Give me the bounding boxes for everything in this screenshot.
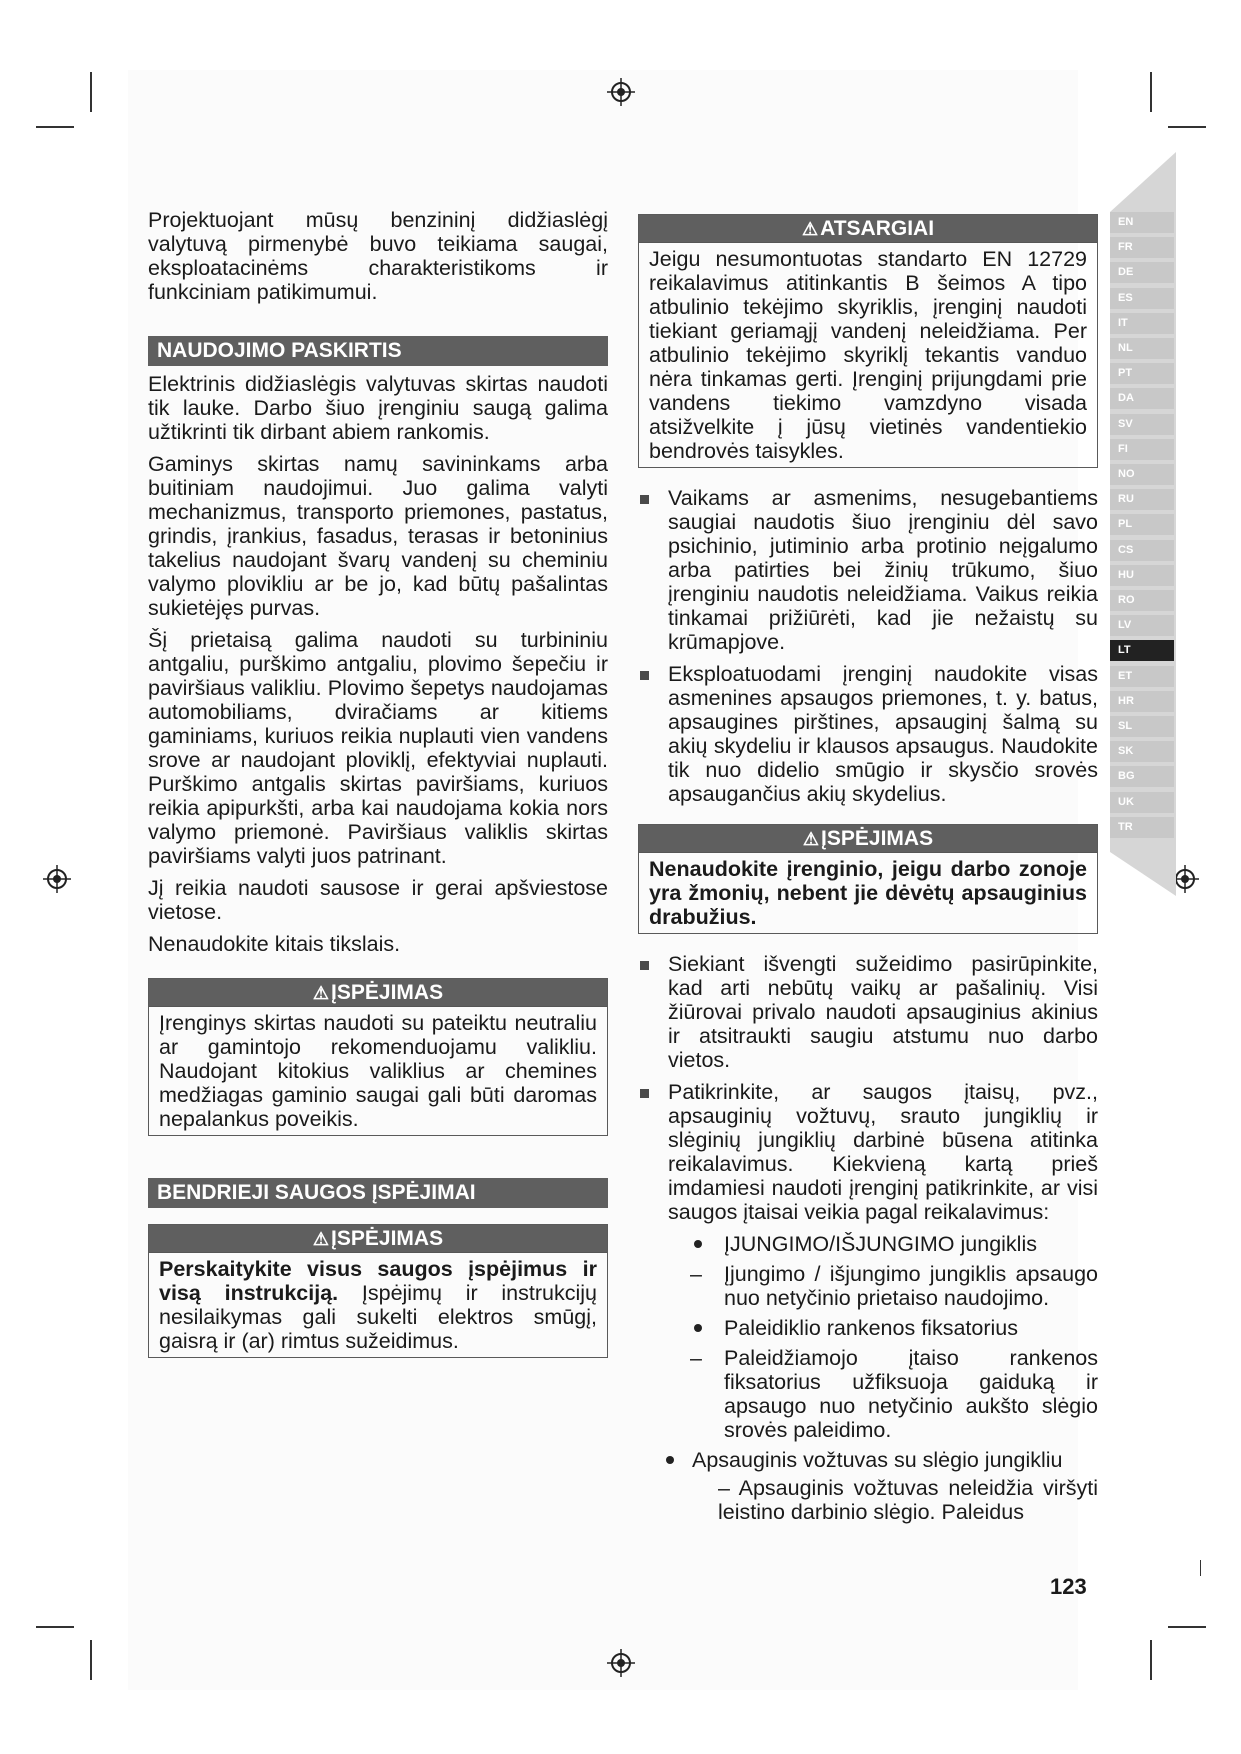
language-tab-lt[interactable]: LT [1110, 640, 1174, 661]
warning-triangle-icon: ⚠ [802, 829, 820, 849]
registration-mark-icon [606, 1648, 636, 1678]
crop-mark [1150, 72, 1152, 112]
warning-triangle-icon: ⚠ [312, 983, 330, 1003]
language-tab-sl[interactable]: SL [1110, 716, 1174, 737]
language-tab-fr[interactable]: FR [1110, 237, 1174, 258]
section-heading-naudojimo: NAUDOJIMO PASKIRTIS [148, 336, 608, 366]
sub-list-item: ĮJUNGIMO/IŠJUNGIMO jungiklis [638, 1232, 1098, 1256]
language-tab-de[interactable]: DE [1110, 262, 1174, 283]
list-item: Eksploatuodami įrenginį naudokite visas asmenines apsaugos priemones, t. y. batus, apsaugines pirštines, apsauginį šalmą su akių skydeliu ir klausos apsaugus. Naudokite tik nuo didelio smūgio ir skysčio srovės apsaugančius akių skydelius. [638, 662, 1098, 806]
square-bullet-icon [640, 961, 649, 970]
language-tab-en[interactable]: EN [1110, 212, 1174, 233]
left-column [148, 208, 608, 1364]
list-item: Apsauginis vožtuvas su slėgio jungikliu [638, 1448, 1098, 1472]
language-tab-tr[interactable]: TR [1110, 817, 1174, 838]
language-tab-et[interactable]: ET [1110, 666, 1174, 687]
language-tab-no[interactable]: NO [1110, 464, 1174, 485]
language-tab-nl[interactable]: NL [1110, 338, 1174, 359]
sub-list-item: Paleidiklio rankenos fiksatorius [638, 1316, 1098, 1340]
crop-mark [1150, 1640, 1152, 1680]
square-bullet-icon [640, 495, 649, 504]
warning-triangle-icon: ⚠ [801, 219, 819, 239]
paragraph: Jį reikia naudoti sausose ir gerai apšviestose vietose. [148, 876, 608, 924]
right-column [638, 214, 1098, 1530]
language-tab-it[interactable]: IT [1110, 313, 1174, 334]
language-tab-bg[interactable]: BG [1110, 766, 1174, 787]
warning-box-title: ⚠ĮSPĖJIMAS [149, 979, 607, 1007]
caution-box-title: ⚠ATSARGIAI [639, 215, 1097, 243]
crop-mark [36, 1626, 74, 1628]
paragraph: Šį prietaisą galima naudoti su turbininiu antgaliu, purškimo antgaliu, plovimo šepečiu ir paviršiaus valikliu. Plovimo šepetys naudojamas automobiliams, dviračiams ar kitiems gaminiams, kuriuos reikia nuplauti vien vandens srove ar naudojant ploviklį, efektyviai nuplauti. Purškimo antgalis skirtas paviršiams, kuriuos reikia apipurkšti, arba kai naudojama kokia nors valymo priemonė. Paviršiaus valiklis skirtas paviršiams valyti juos patrinant. [148, 628, 608, 868]
language-tabs [1110, 152, 1176, 896]
crop-mark [1168, 1626, 1206, 1628]
language-tab-ru[interactable]: RU [1110, 489, 1174, 510]
language-tab-fi[interactable]: FI [1110, 439, 1174, 460]
section-heading-bendrieji: BENDRIEJI SAUGOS ĮSPĖJIMAI [148, 1178, 608, 1208]
paragraph: Elektrinis didžiaslėgis valytuvas skirtas naudoti tik lauke. Darbo šiuo įrenginiu saugą galima užtikrinti tik dirbant abiem rankomis. [148, 372, 608, 444]
warning-triangle-icon: ⚠ [312, 1229, 330, 1249]
language-tab-pt[interactable]: PT [1110, 363, 1174, 384]
paragraph: Nenaudokite kitais tikslais. [148, 932, 401, 956]
language-tab-hr[interactable]: HR [1110, 691, 1174, 712]
round-bullet-icon [694, 1240, 702, 1248]
intro-paragraph: Projektuojant mūsų benzininį didžiaslėgį valytuvą pirmenybė buvo teikiama saugai, eksploatacinėms charakteristikoms ir funkciniam patikimumui. [148, 208, 608, 304]
language-tab-da[interactable]: DA [1110, 388, 1174, 409]
language-tab-es[interactable]: ES [1110, 288, 1174, 309]
language-tab-sk[interactable]: SK [1110, 741, 1174, 762]
language-tab-pl[interactable]: PL [1110, 514, 1174, 535]
crop-mark [36, 126, 74, 128]
warning-box-title: ⚠ĮSPĖJIMAS [149, 1225, 607, 1253]
paragraph: Gaminys skirtas namų savininkams arba buitiniam naudojimui. Juo galima valyti mechanizmus, transporto priemones, pastatus, grindis, įrankius, fasadus, terasas ir betoninius takelius naudojant švarų vandenį su cheminiu valymo plovikliu ar be jo, kad būtų pašalintas sukietėjęs purvas. [148, 452, 608, 620]
language-tab-hu[interactable]: HU [1110, 565, 1174, 586]
language-tab-cs[interactable]: CS [1110, 540, 1174, 561]
round-bullet-icon [666, 1456, 674, 1464]
warning-box-body: Nenaudokite įrenginio, jeigu darbo zonoje yra žmonių, nebent jie dėvėtų apsauginius drabužius. [649, 857, 1087, 929]
registration-mark-icon [42, 864, 72, 894]
list-item: Patikrinkite, ar saugos įtaisų, pvz., apsauginių vožtuvų, srauto jungiklių ir slėginių jungiklių darbinė būsena atitinka reikalavimus. Kiekvieną kartą prieš imdamiesi naudoti įrenginį patikrinkite, ar visi saugos įtaisai veikia pagal reikalavimus: [638, 1080, 1098, 1224]
warning-box-title: ⚠ĮSPĖJIMAS [639, 825, 1097, 853]
warning-box-body: Perskaitykite visus saugos įspėjimus ir visą instrukciją. Įspėjimų ir instrukcijų nesilaikymas gali sukelti elektros smūgį, gaisrą ir (ar) rimtus sužeidimus. [159, 1257, 597, 1353]
warning-box-body: Įrenginys skirtas naudoti su pateiktu neutraliu ar gamintojo rekomenduojamu valikliu. Naudojant kitokius valiklius ar chemines medžiagas gaminio saugai gali būti daromas nepalankus poveikis. [159, 1011, 597, 1131]
page-number: 123 [1050, 1574, 1087, 1599]
square-bullet-icon [640, 1089, 649, 1098]
caution-box-body: Jeigu nesumontuotas standarto EN 12729 reikalavimus atitinkantis B šeimos A tipo atbulinio tekėjimo skyriklis, įrenginį naudoti tiekiant geriamąjį vandenį neleidžiama. Per atbulinio tekėjimo skyriklį tekantis vanduo nėra tinkamas gerti. Įrenginį prijungdami prie vandens tiekimo vamzdyno visada atsižvelkite į jūsų vietinės vandentiekio bendrovės taisykles. [649, 247, 1087, 463]
registration-mark-icon [606, 77, 636, 107]
warning-box [148, 978, 608, 1136]
square-bullet-icon [640, 671, 649, 680]
language-tab-uk[interactable]: UK [1110, 792, 1174, 813]
language-tab-sv[interactable]: SV [1110, 414, 1174, 435]
dash-bullet-icon: – [690, 1346, 702, 1370]
crop-mark [90, 72, 92, 112]
caution-box [638, 214, 1098, 468]
language-tab-ro[interactable]: RO [1110, 590, 1174, 611]
crop-mark [1200, 1560, 1201, 1576]
sub-list-item: – Įjungimo / išjungimo jungiklis apsaugo nuo netyčinio prietaiso naudojimo. [690, 1262, 1098, 1310]
dash-bullet-icon: – [690, 1262, 702, 1286]
sub-list-item: – Paleidžiamojo įtaiso rankenos fiksatorius užfiksuoja gaiduką ir apsaugo nuo netyčinio aukšto slėgio srovės paleidimo. [690, 1346, 1098, 1442]
warning-box [638, 824, 1098, 934]
list-item: Siekiant išvengti sužeidimo pasirūpinkite, kad arti nebūtų vaikų ar pašalinių. Visi žiūrovai privalo naudoti apsauginius akinius ir atsitraukti saugiu atstumu nuo darbo vietos. [638, 952, 1098, 1072]
language-tab-lv[interactable]: LV [1110, 615, 1174, 636]
sub-list-item: – Apsauginis vožtuvas neleidžia viršyti leistino darbinio slėgio. Paleidus [718, 1476, 1098, 1524]
list-item: Vaikams ar asmenims, nesugebantiems saugiai naudotis šiuo įrenginiu dėl savo psichinio, jutiminio arba protinio neįgalumo arba patirties bei žinių trūkumo, šiuo įrenginiu naudotis neleidžiama. Vaikus reikia tinkamai prižiūrėti, kad jie nežaistų su krūmapjove. [638, 486, 1098, 654]
warning-box [148, 1224, 608, 1358]
crop-mark [1168, 126, 1206, 128]
round-bullet-icon [694, 1324, 702, 1332]
crop-mark [90, 1640, 92, 1680]
